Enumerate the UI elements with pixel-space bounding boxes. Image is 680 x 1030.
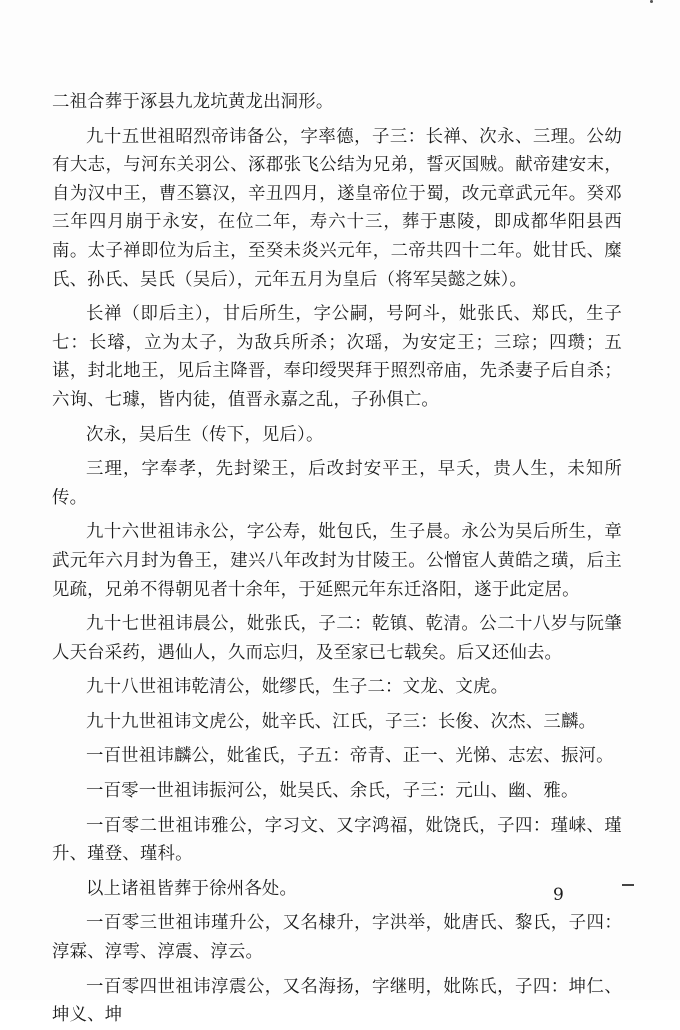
paragraph-generation-99: 九十九世祖讳文虎公，妣辛氏、江氏，子三：长俊、次杰、三麟。 <box>86 711 597 732</box>
paragraph-generation-98: 九十八世祖讳乾清公，妣缪氏，生子二：文龙、文虎。 <box>86 677 509 698</box>
corner-speck <box>650 0 658 8</box>
paragraph-generation-103: 一百零三世祖讳瑾升公，又名棣升，字洪举，妣唐氏、黎氏，子四：淳霖、淳雩、淳震、淳云。 <box>52 913 622 963</box>
genealogy-text <box>52 88 622 1030</box>
paragraph-generation-100: 一百世祖讳麟公，妣雀氏，子五：帝青、正一、光悌、志宏、振河。 <box>86 746 614 767</box>
paragraph-third-son-li: 三理，字奉孝，先封梁王，后改封安平王，早夭，贵人生，未知所传。 <box>52 459 622 508</box>
margin-dash <box>622 884 634 886</box>
paragraph-generation-101: 一百零一世祖讳振河公，妣吴氏、余氏，子三：元山、幽、雅。 <box>86 781 579 802</box>
paragraph-burial-xuzhou: 以上诸祖皆葬于徐州各处。 <box>86 878 298 899</box>
paragraph-generation-102: 一百零二世祖讳雅公，字习文、又字鸿福，妣饶氏，子四：瑾崃、瑾升、瑾登、瑾科。 <box>52 815 622 865</box>
paragraph-generation-95: 九十五世祖昭烈帝讳备公，字率德，子三：长禅、次永、三理。公幼有大志，与河东关羽公、涿郡张飞公结为兄弟，誓灭国贼。献帝建安末，自为汉中王，曹丕篡汉，辛丑四月，遂皇帝位于蜀，改元章武元年。癸邓三年四月崩于永安，在位二年，寿六十三，葬于惠陵，即成都华阳县西南。太子禅即位为后主，至癸未炎兴元年，二帝共四十二年。妣甘氏、糜氏、孙氏、吴氏（吴后），元年五月为皇后（将军吴懿之妹）。 <box>52 126 622 290</box>
paragraph-second-son-yong: 次永，吴后生（传下，见后）。 <box>86 424 324 445</box>
paragraph-generation-97: 九十七世祖讳晨公，妣张氏，子二：乾镇、乾清。公二十八岁与阮肇人天台采药，遇仙人，久而忘归，及至家已七载矣。后又还仙去。 <box>52 614 622 663</box>
paragraph-eldest-son-chan: 长禅（即后主），甘后所生，字公嗣，号阿斗，妣张氏、郑氏，生子七：长璿，立为太子，为敌兵所杀；次瑶，为安定王；三琮；四瓒；五谌，封北地王，见后主降晋，奉印绶哭拜于照烈帝庙，先杀妻子后自杀；六询、七璩，皆内徒，值晋永嘉之乱，子孙俱亡。 <box>52 304 622 410</box>
paragraph-generation-96: 九十六世祖讳永公，字公寿，妣包氏，生子晨。永公为吴后所生，章武元年六月封为鲁王，建兴八年改封为甘陵王。公憎宦人黄皓之璜，后主见疏，兄弟不得朝见者十余年，于延熙元年东迁洛阳，遂于此定居。 <box>52 522 622 600</box>
paragraph-burial-note: 二祖合葬于涿县九龙坑黄龙出洞形。 <box>52 92 334 112</box>
page-number: 9 <box>553 885 564 905</box>
paragraph-generation-104: 一百零四世祖讳淳震公，又名海扬，字继明，妣陈氏，子四：坤仁、坤义、坤 <box>52 976 622 1026</box>
